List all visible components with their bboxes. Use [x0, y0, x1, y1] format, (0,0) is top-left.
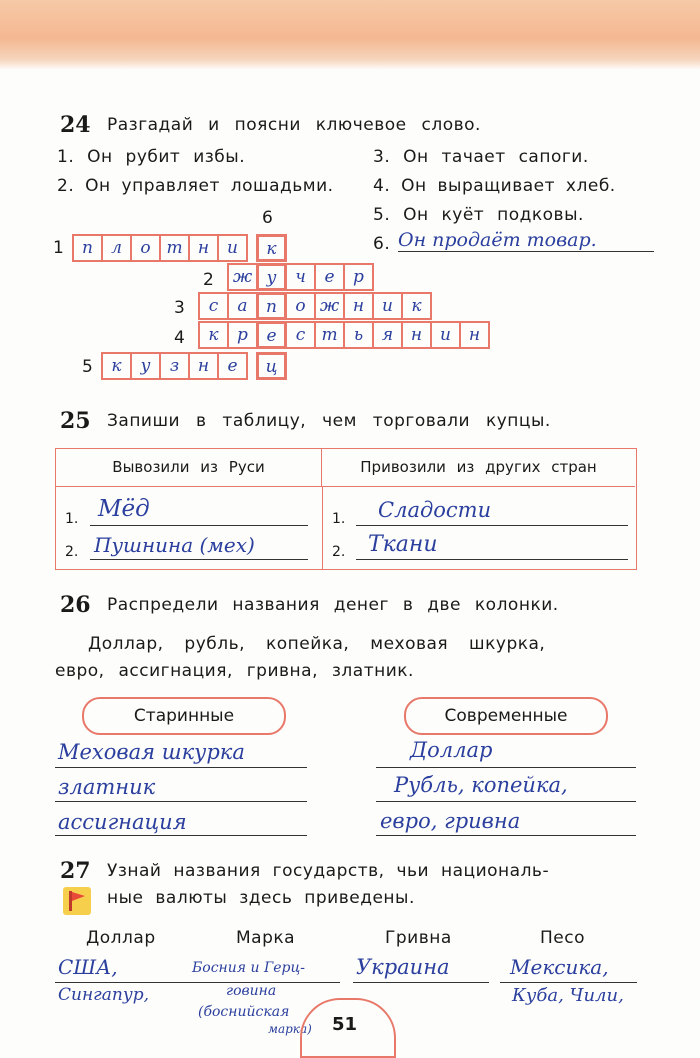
cell-3-7[interactable]: и [372, 292, 403, 320]
cell-4-2[interactable]: р [227, 321, 258, 349]
old-money-label: Старинные [82, 697, 286, 735]
task-27-number: 27 [60, 858, 91, 884]
cell-5-2[interactable]: у [130, 352, 161, 380]
currency-dollar: Доллар [86, 928, 156, 948]
cell-4-4[interactable]: с [285, 321, 316, 349]
cell-1-6[interactable]: и [217, 234, 248, 262]
crossword-grid [0, 0, 700, 400]
export-2-answer: Пушнина (мех) [94, 533, 255, 557]
cell-4-1[interactable]: к [198, 321, 229, 349]
row-2-number: 2 [203, 270, 214, 290]
currency-marka: Марка [236, 928, 296, 948]
export-2-number: 2. [65, 544, 79, 560]
modern-money-label: Современные [404, 697, 608, 735]
cell-1-7-keyword[interactable]: к [256, 234, 287, 262]
clue-6-answer: Он продаёт товар. [398, 229, 654, 252]
cell-1-2[interactable]: л [101, 234, 132, 262]
cell-5-5[interactable]: е [217, 352, 248, 380]
peso-answer-2: Куба, Чили, [512, 985, 624, 1006]
clue-4: 4. Он выращивает хлеб. [373, 176, 616, 196]
task-27-title-line-2: ные валюты здесь приведены. [107, 888, 415, 908]
export-1-number: 1. [65, 511, 79, 527]
cell-4-5[interactable]: т [314, 321, 345, 349]
modern-answer-3: евро, гривна [380, 809, 521, 833]
cell-3-1[interactable]: с [198, 292, 229, 320]
cell-3-6[interactable]: н [343, 292, 374, 320]
cell-2-4[interactable]: е [314, 263, 345, 291]
marka-answer-4: марка) [268, 1022, 312, 1036]
row-5-number: 5 [82, 357, 93, 377]
flag-shape [63, 887, 91, 915]
peso-answer-1: Мексика, [510, 955, 609, 979]
dollar-answer-1: США, [58, 955, 118, 979]
cell-4-8[interactable]: н [401, 321, 432, 349]
row-4-number: 4 [174, 328, 185, 348]
marka-answer-2: говина [226, 983, 277, 999]
flag-icon [63, 887, 91, 915]
grivna-answer: Украина [356, 955, 450, 979]
currency-peso: Песо [540, 928, 585, 948]
cell-2-2-keyword[interactable]: у [256, 263, 287, 291]
currency-grivna: Гривна [385, 928, 452, 948]
cell-3-8[interactable]: к [401, 292, 432, 320]
task-27-title-line-1: Узнай названия государств, чьи националь- [107, 861, 550, 881]
cell-1-5[interactable]: н [188, 234, 219, 262]
clue-1: 1. Он рубит избы. [57, 147, 246, 167]
row-1-number: 1 [53, 238, 64, 258]
old-answer-3: ассигнация [58, 810, 187, 834]
cell-3-5[interactable]: ж [314, 292, 345, 320]
dollar-answer-2: Сингапур, [58, 985, 149, 1005]
import-2-answer: Ткани [368, 532, 438, 557]
cell-1-1[interactable]: п [72, 234, 103, 262]
money-words-line-2: евро, ассигнация, гривна, златник. [55, 661, 414, 681]
cell-1-3[interactable]: о [130, 234, 161, 262]
cell-3-4[interactable]: о [285, 292, 316, 320]
task-25-title: Запиши в таблицу, чем торговали купцы. [107, 411, 551, 431]
old-answer-2: златник [58, 775, 156, 799]
old-answer-1: Меховая шкурка [58, 740, 245, 764]
cell-5-1[interactable]: к [101, 352, 132, 380]
clue-2: 2. Он управляет лошадьми. [57, 176, 334, 196]
cell-4-7[interactable]: я [372, 321, 403, 349]
clue-3: 3. Он тачает сапоги. [373, 147, 589, 167]
money-words-line-1: Доллар, рубль, копейка, меховая шкурка, [88, 634, 546, 654]
cell-3-3-keyword[interactable]: п [256, 292, 287, 320]
modern-answer-1: Доллар [410, 738, 493, 762]
cell-5-4[interactable]: н [188, 352, 219, 380]
modern-answer-2: Рубль, копейка, [394, 773, 568, 797]
cell-2-1[interactable]: ж [227, 263, 258, 291]
task-24-number: 24 [60, 112, 91, 138]
cell-5-6-keyword[interactable]: ц [256, 352, 287, 380]
column-6-label: 6 [262, 208, 273, 228]
marka-answer-1: Босния и Герц- [192, 960, 305, 976]
cell-1-4[interactable]: т [159, 234, 190, 262]
task-24-title: Разгадай и поясни ключевое слово. [107, 115, 481, 135]
task-25-number: 25 [60, 408, 91, 434]
export-column-header: Вывозили из Руси [56, 449, 322, 487]
clue-6-number: 6. [373, 234, 391, 254]
cell-4-3-keyword[interactable]: е [256, 321, 287, 349]
clue-5: 5. Он куёт подковы. [373, 205, 584, 225]
table-divider [322, 487, 323, 569]
task-26-number: 26 [60, 592, 91, 618]
import-column-header: Привозили из других стран [322, 449, 635, 487]
row-3-number: 3 [174, 298, 185, 318]
page-number: 51 [332, 1014, 358, 1035]
trade-table [55, 448, 637, 570]
cell-5-3[interactable]: з [159, 352, 190, 380]
cell-4-9[interactable]: и [430, 321, 461, 349]
cell-2-5[interactable]: р [343, 263, 374, 291]
import-2-number: 2. [332, 544, 346, 560]
cell-2-3[interactable]: ч [285, 263, 316, 291]
task-26-title: Распредели названия денег в две колонки. [107, 595, 559, 615]
cell-4-6[interactable]: ь [343, 321, 374, 349]
marka-answer-3: (боснийская [198, 1004, 290, 1020]
cell-3-2[interactable]: а [227, 292, 258, 320]
export-1-answer: Мёд [98, 496, 150, 522]
import-1-answer: Сладости [378, 498, 492, 522]
import-1-number: 1. [332, 511, 346, 527]
cell-4-10[interactable]: н [459, 321, 490, 349]
